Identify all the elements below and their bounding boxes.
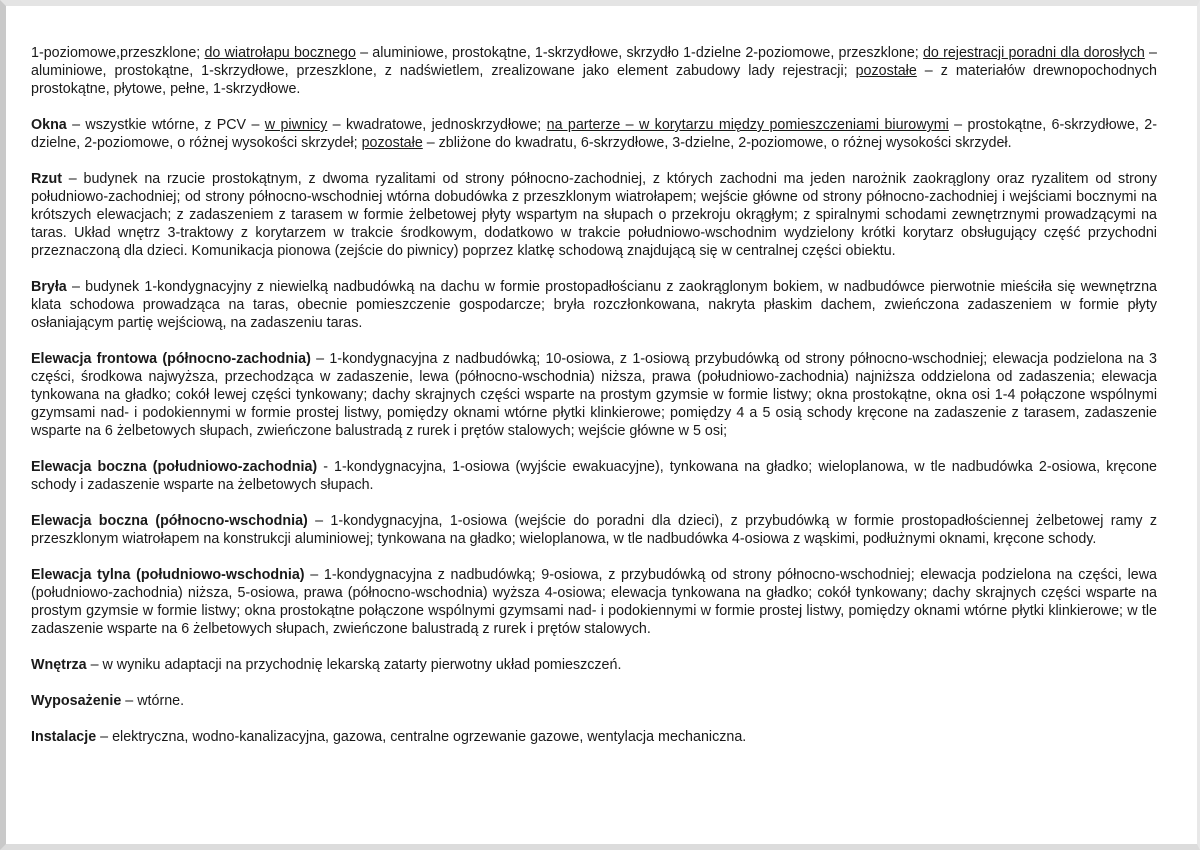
underlined-term: pozostałe	[361, 135, 423, 151]
text: - 1-kondygnacyjna, 1-osiowa (wyjście ewakuacyjne), tynkowana na gładko; wieloplanowa, w tle nadbudówka 2-osiowa, kręcone schody i zadaszenie wsparte na żelbetowych słupach.	[31, 459, 1157, 493]
text: – aluminiowe, prostokątne, 1-skrzydłowe, przeszklone, z nadświetlem, zrealizowane jako element zabudowy lady rejestracji;	[31, 45, 1157, 79]
section-label: Okna	[31, 117, 67, 133]
text: – prostokątne, 6-skrzydłowe, 2-dzielne, 2-poziomowe, o różnej wysokości skrzydeł;	[31, 117, 1157, 151]
underlined-term: w piwnicy	[264, 117, 328, 133]
document-body	[31, 44, 1157, 764]
section-label: Elewacja tylna (południowo-wschodnia)	[31, 567, 305, 583]
text: – w wyniku adaptacji na przychodnię lekarską zatarty pierwotny układ pomieszczeń.	[86, 657, 622, 673]
text: – 1-kondygnacyjna, 1-osiowa (wejście do poradni dla dzieci), z przybudówką w formie prostopadłościennej żelbetowej ramy z przeszklonym wiatrołapem na konstrukcji aluminiowej; tynkowana na gładko; wieloplanowa, w tle nadbudówka 4-osiowa z wąskimi, podłużnymi oknami, kręcone schody.	[31, 513, 1157, 547]
text: – wszystkie wtórne, z PCV –	[66, 117, 265, 133]
text: – elektryczna, wodno-kanalizacyjna, gazowa, centralne ogrzewanie gazowe, wentylacja mechaniczna.	[96, 729, 747, 745]
paragraph-wyposazenie	[31, 692, 1157, 710]
text: – 1-kondygnacyjna z nadbudówką; 10-osiowa, z 1-osiową przybudówką od strony północno-wschodniej; elewacja podzielona na 3 części, środkowa najwyższa, przechodząca w zadaszenie, lewa (północno-wschodnia) niższa, prawa (południowo-zachodnia) najniższa oddzielona od zadaszenia; elewacja tynkowana na gładko; cokół lewej części tynkowany; dachy skrajnych części wsparte na prostym gzymsie w formie listwy; okna prostokątne, okna osi 1-4 połączone wspólnymi gzymsami nad- i podokiennymi w formie prostej listwy, pomiędzy oknami wtórne płytki klinkierowe; pomiędzy 4 a 5 osią schody kręcone na zadaszenie z tarasem, zadaszenie wsparte na 6 żelbetowych słupach, zwieńczone balustradą z rurek i prętów stalowych; wejście główne w 5 osi;	[31, 351, 1158, 439]
text: – zbliżone do kwadratu, 6-skrzydłowe, 3-dzielne, 2-poziomowe, o różnej wysokości skrzydeł.	[422, 135, 1012, 151]
text: – z materiałów drewnopochodnych prostokątne, płytowe, pełne, 1-skrzydłowe.	[31, 63, 1157, 97]
section-label: Elewacja boczna (południowo-zachodnia)	[31, 459, 318, 475]
paragraph-elewacja-frontowa	[31, 350, 1157, 440]
paragraph-wnetrza	[31, 656, 1157, 674]
section-label: Instalacje	[31, 729, 97, 745]
paragraph-elewacja-boczna-pd-zach	[31, 458, 1157, 494]
underlined-term: na parterze – w korytarzu między pomieszczeniami biurowymi	[546, 117, 949, 133]
paragraph-elewacja-boczna-pn-wsch	[31, 512, 1157, 548]
section-label: Wyposażenie	[31, 693, 122, 709]
paragraph-drzwi-continuation	[31, 44, 1157, 98]
section-label: Wnętrza	[31, 657, 87, 673]
text: – wtórne.	[121, 693, 185, 709]
underlined-term: do wiatrołapu bocznego	[204, 45, 356, 61]
text: – 1-kondygnacyjna z nadbudówką; 9-osiowa, z przybudówką od strony północno-wschodniej; elewacja podzielona na części, lewa (południowo-zachodnia) niższa, 5-osiowa, prawa (północno-wschodnia) wyższa 4-osiowa; elewacja tynkowana na gładko; cokół tynkowany; dachy skrajnych części wsparte na prostym gzymsie w formie listwy; okna prostokątne połączone wspólnymi gzymsami nad- i podokiennymi w formie prostej listwy, pomiędzy oknami wtórne płytki klinkierowe; w tle zadaszenie wsparte na 6 żelbetowych słupach, zwieńczone balustradą z rurek i prętów stalowych.	[31, 567, 1158, 637]
paragraph-instalacje	[31, 728, 1157, 746]
paragraph-okna	[31, 116, 1157, 152]
section-label: Rzut	[31, 171, 62, 187]
section-label: Elewacja boczna (północno-wschodnia)	[31, 513, 308, 529]
section-label: Bryła	[31, 279, 67, 295]
paragraph-rzut	[31, 170, 1157, 260]
text: 1-poziomowe,przeszklone;	[31, 45, 205, 61]
section-label: Elewacja frontowa (północno-zachodnia)	[31, 351, 311, 367]
underlined-term: pozostałe	[855, 63, 917, 79]
text: – budynek na rzucie prostokątnym, z dwoma ryzalitami od strony północno-zachodniej, z których zachodni ma jeden narożnik zaokrąglony oraz ryzalitem od strony południowo-zachodniej; od strony północno-wschodniej wtórna dobudówka z przeszklonym wiatrołapem; wejście główne od strony północno-zachodniej i wejściami bocznymi na krótszych elewacjach; z zadaszeniem z tarasem w formie żelbetowej płyty wspartym na słupach o przekroju okrągłym; z spiralnymi schodami zewnętrznymi prowadzącymi na taras. Układ wnętrz 3-traktowy z korytarzem w trakcie środkowym, dodatkowo w trakcie południowo-wschodnim wydzielony krótki korytarz obsługujący część przychodni przeznaczoną dla dzieci. Komunikacja pionowa (zejście do piwnicy) poprzez klatkę schodową znajdującą się w centralnej części obiektu.	[31, 171, 1157, 259]
paragraph-elewacja-tylna	[31, 566, 1157, 638]
text: – kwadratowe, jednoskrzydłowe;	[327, 117, 547, 133]
text: – budynek 1-kondygnacyjny z niewielką nadbudówką na dachu w formie prostopadłościanu z zaokrąglonym bokiem, w nadbudówce pierwotnie mieściła się wewnętrzna klata schodowa prowadząca na taras, obecnie pomieszczenie gospodarcze; bryła rozczłonkowana, nakryta płaskim dachem, zwieńczona zadaszeniem w formie płyty osłaniającym partię wejściową, na zadaszeniu taras.	[31, 279, 1157, 331]
paragraph-bryla	[31, 278, 1157, 332]
underlined-term: do rejestracji poradni dla dorosłych	[922, 45, 1145, 61]
text: – aluminiowe, prostokątne, 1-skrzydłowe, skrzydło 1-dzielne 2-poziomowe, przeszklone;	[355, 45, 923, 61]
